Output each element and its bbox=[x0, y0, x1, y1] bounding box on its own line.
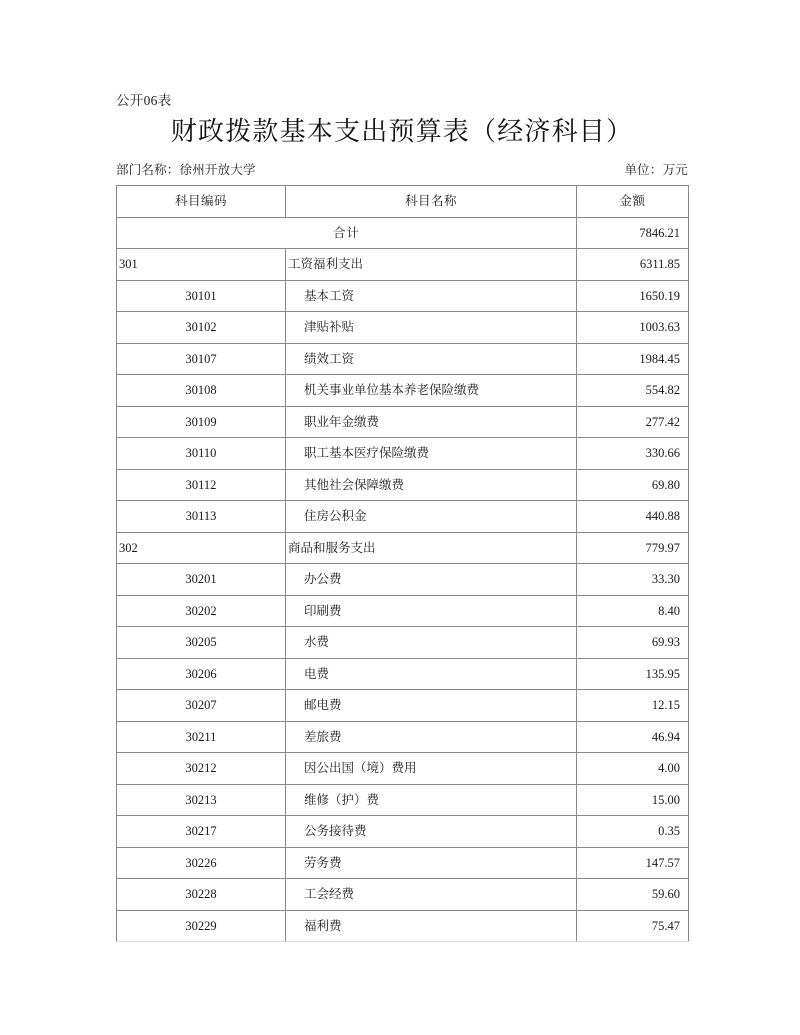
table-total-row bbox=[117, 217, 689, 249]
cell-name: 职工基本医疗保险缴费 bbox=[286, 438, 577, 470]
cell-name: 水费 bbox=[286, 627, 577, 659]
cell-name: 住房公积金 bbox=[286, 501, 577, 533]
page-title: 财政拨款基本支出预算表（经济科目） bbox=[170, 117, 634, 146]
cell-code: 30113 bbox=[117, 501, 286, 533]
cell-amount: 135.95 bbox=[577, 658, 689, 690]
cell-amount: 12.15 bbox=[577, 690, 689, 722]
table-row bbox=[117, 280, 689, 312]
table-row bbox=[117, 784, 689, 816]
cell-amount: 1003.63 bbox=[577, 312, 689, 344]
cell-code: 301 bbox=[117, 249, 286, 281]
budget-table bbox=[116, 185, 689, 942]
column-header-name: 科目名称 bbox=[286, 186, 577, 218]
cell-amount: 46.94 bbox=[577, 721, 689, 753]
table-body bbox=[117, 217, 689, 942]
cell-name: 差旅费 bbox=[286, 721, 577, 753]
cell-amount: 147.57 bbox=[577, 847, 689, 879]
cell-code: 30110 bbox=[117, 438, 286, 470]
cell-amount: 1650.19 bbox=[577, 280, 689, 312]
total-label: 合计 bbox=[117, 217, 577, 249]
cell-code: 30211 bbox=[117, 721, 286, 753]
cell-code: 30201 bbox=[117, 564, 286, 596]
cell-code: 30101 bbox=[117, 280, 286, 312]
document-meta-row bbox=[116, 160, 688, 180]
cell-amount: 8.40 bbox=[577, 595, 689, 627]
cell-name: 因公出国（境）费用 bbox=[286, 753, 577, 785]
cell-name: 工资福利支出 bbox=[286, 249, 577, 281]
cell-code: 30226 bbox=[117, 847, 286, 879]
cell-code: 30202 bbox=[117, 595, 286, 627]
cell-name: 绩效工资 bbox=[286, 343, 577, 375]
table-row bbox=[117, 343, 689, 375]
cell-amount: 6311.85 bbox=[577, 249, 689, 281]
cell-name: 机关事业单位基本养老保险缴费 bbox=[286, 375, 577, 407]
cell-name: 维修（护）费 bbox=[286, 784, 577, 816]
cell-amount: 75.47 bbox=[577, 910, 689, 942]
table-row bbox=[117, 375, 689, 407]
cell-code: 30213 bbox=[117, 784, 286, 816]
table-row bbox=[117, 721, 689, 753]
cell-code: 30205 bbox=[117, 627, 286, 659]
form-code-label: 公开06表 bbox=[116, 93, 172, 108]
table-row bbox=[117, 690, 689, 722]
cell-name: 劳务费 bbox=[286, 847, 577, 879]
cell-amount: 0.35 bbox=[577, 816, 689, 848]
total-amount: 7846.21 bbox=[577, 217, 689, 249]
cell-code: 30102 bbox=[117, 312, 286, 344]
table-row bbox=[117, 910, 689, 942]
cell-code: 30206 bbox=[117, 658, 286, 690]
page-separator-rule bbox=[116, 941, 690, 942]
cell-code: 302 bbox=[117, 532, 286, 564]
table-row bbox=[117, 879, 689, 911]
table-row bbox=[117, 532, 689, 564]
cell-name: 电费 bbox=[286, 658, 577, 690]
table-row bbox=[117, 438, 689, 470]
cell-name: 工会经费 bbox=[286, 879, 577, 911]
cell-amount: 330.66 bbox=[577, 438, 689, 470]
cell-amount: 440.88 bbox=[577, 501, 689, 533]
cell-amount: 1984.45 bbox=[577, 343, 689, 375]
cell-amount: 69.93 bbox=[577, 627, 689, 659]
cell-code: 30109 bbox=[117, 406, 286, 438]
cell-code: 30212 bbox=[117, 753, 286, 785]
cell-name: 基本工资 bbox=[286, 280, 577, 312]
cell-name: 商品和服务支出 bbox=[286, 532, 577, 564]
table-row bbox=[117, 406, 689, 438]
table-row bbox=[117, 627, 689, 659]
table-row bbox=[117, 249, 689, 281]
table-row bbox=[117, 469, 689, 501]
cell-code: 30107 bbox=[117, 343, 286, 375]
table-row bbox=[117, 595, 689, 627]
table-row bbox=[117, 312, 689, 344]
currency-unit-label: 单位：万元 bbox=[624, 163, 688, 177]
table-row bbox=[117, 847, 689, 879]
cell-name: 公务接待费 bbox=[286, 816, 577, 848]
cell-name: 其他社会保障缴费 bbox=[286, 469, 577, 501]
cell-name: 邮电费 bbox=[286, 690, 577, 722]
table-row bbox=[117, 658, 689, 690]
table-row bbox=[117, 816, 689, 848]
cell-amount: 33.30 bbox=[577, 564, 689, 596]
table-row bbox=[117, 501, 689, 533]
table-header-row bbox=[117, 186, 689, 218]
cell-amount: 15.00 bbox=[577, 784, 689, 816]
cell-name: 印刷费 bbox=[286, 595, 577, 627]
department-name-label: 部门名称：徐州开放大学 bbox=[116, 163, 256, 177]
cell-amount: 779.97 bbox=[577, 532, 689, 564]
table-row bbox=[117, 564, 689, 596]
cell-amount: 59.60 bbox=[577, 879, 689, 911]
cell-code: 30228 bbox=[117, 879, 286, 911]
cell-code: 30229 bbox=[117, 910, 286, 942]
cell-amount: 4.00 bbox=[577, 753, 689, 785]
cell-name: 福利费 bbox=[286, 910, 577, 942]
cell-code: 30108 bbox=[117, 375, 286, 407]
column-header-code: 科目编码 bbox=[117, 186, 286, 218]
column-header-amount: 金额 bbox=[577, 186, 689, 218]
cell-code: 30112 bbox=[117, 469, 286, 501]
table-row bbox=[117, 753, 689, 785]
cell-name: 办公费 bbox=[286, 564, 577, 596]
cell-name: 职业年金缴费 bbox=[286, 406, 577, 438]
cell-name: 津贴补贴 bbox=[286, 312, 577, 344]
cell-code: 30217 bbox=[117, 816, 286, 848]
cell-code: 30207 bbox=[117, 690, 286, 722]
cell-amount: 277.42 bbox=[577, 406, 689, 438]
cell-amount: 554.82 bbox=[577, 375, 689, 407]
cell-amount: 69.80 bbox=[577, 469, 689, 501]
